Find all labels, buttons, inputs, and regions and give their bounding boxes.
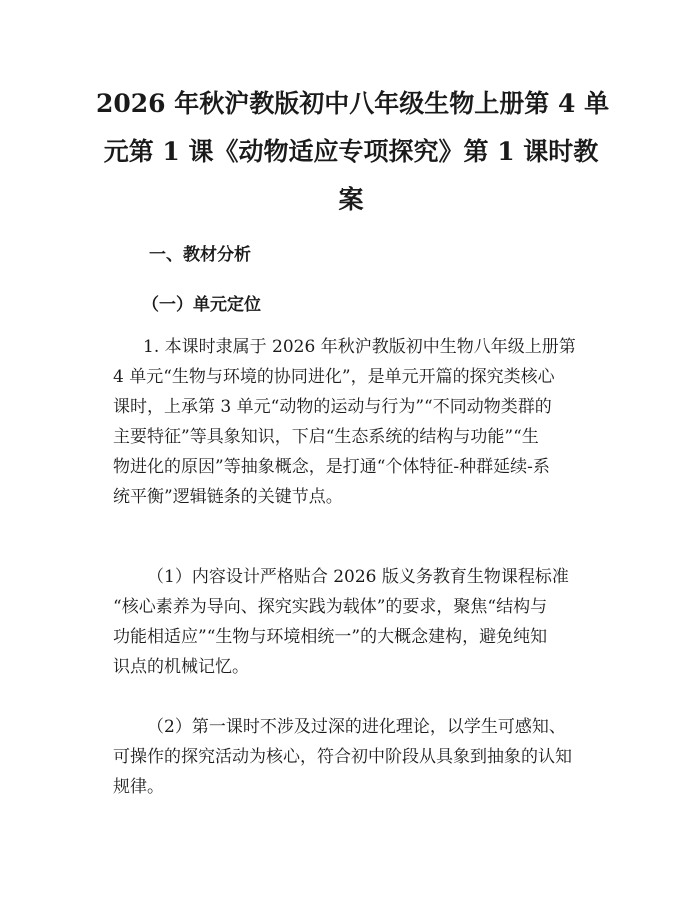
paragraph-line: 统平衡”逻辑链条的关键节点。	[113, 487, 343, 507]
subsection-heading: （一）单元定位	[142, 295, 261, 315]
paragraph-line: 识点的机械记忆。	[113, 657, 249, 677]
paragraph-line: 课时，上承第 3 单元“动物的运动与行为”“不同动物类群的	[113, 397, 552, 417]
paragraph-first-lesson	[113, 712, 603, 802]
paragraph-line: 可操作的探究活动为核心，符合初中阶段从具象到抽象的认知	[113, 747, 572, 767]
document-title	[96, 80, 610, 224]
paragraph-line: 功能相适应”“生物与环境相统一”的大概念建构，避免纯知	[113, 627, 548, 647]
section-heading: 一、教材分析	[149, 245, 251, 265]
paragraph-line: “核心素养为导向、探究实践为载体”的要求，聚焦“结构与	[113, 597, 548, 617]
title-line: 2026 年秋沪教版初中八年级生物上册第 4 单	[96, 89, 610, 118]
paragraph-line: 物进化的原因”等抽象概念，是打通“个体特征-种群延续-系	[113, 457, 550, 477]
paragraph-line: （1）内容设计严格贴合 2026 版义务教育生物课程标准	[147, 567, 569, 587]
paragraph-content-design	[113, 562, 603, 682]
paragraph-unit-position	[113, 332, 603, 512]
paragraph-line: 主要特征”等具象知识，下启“生态系统的结构与功能”“生	[113, 427, 539, 447]
paragraph-line: 规律。	[113, 777, 164, 797]
title-line: 案	[338, 185, 364, 214]
paragraph-line: 1. 本课时隶属于 2026 年秋沪教版初中生物八年级上册第	[143, 337, 576, 357]
paragraph-line: 4 单元“生物与环境的协同进化”，是单元开篇的探究类核心	[113, 367, 555, 387]
paragraph-line: （2）第一课时不涉及过深的进化理论，以学生可感知、	[147, 717, 566, 737]
title-line: 元第 1 课《动物适应专项探究》第 1 课时教	[103, 137, 599, 166]
